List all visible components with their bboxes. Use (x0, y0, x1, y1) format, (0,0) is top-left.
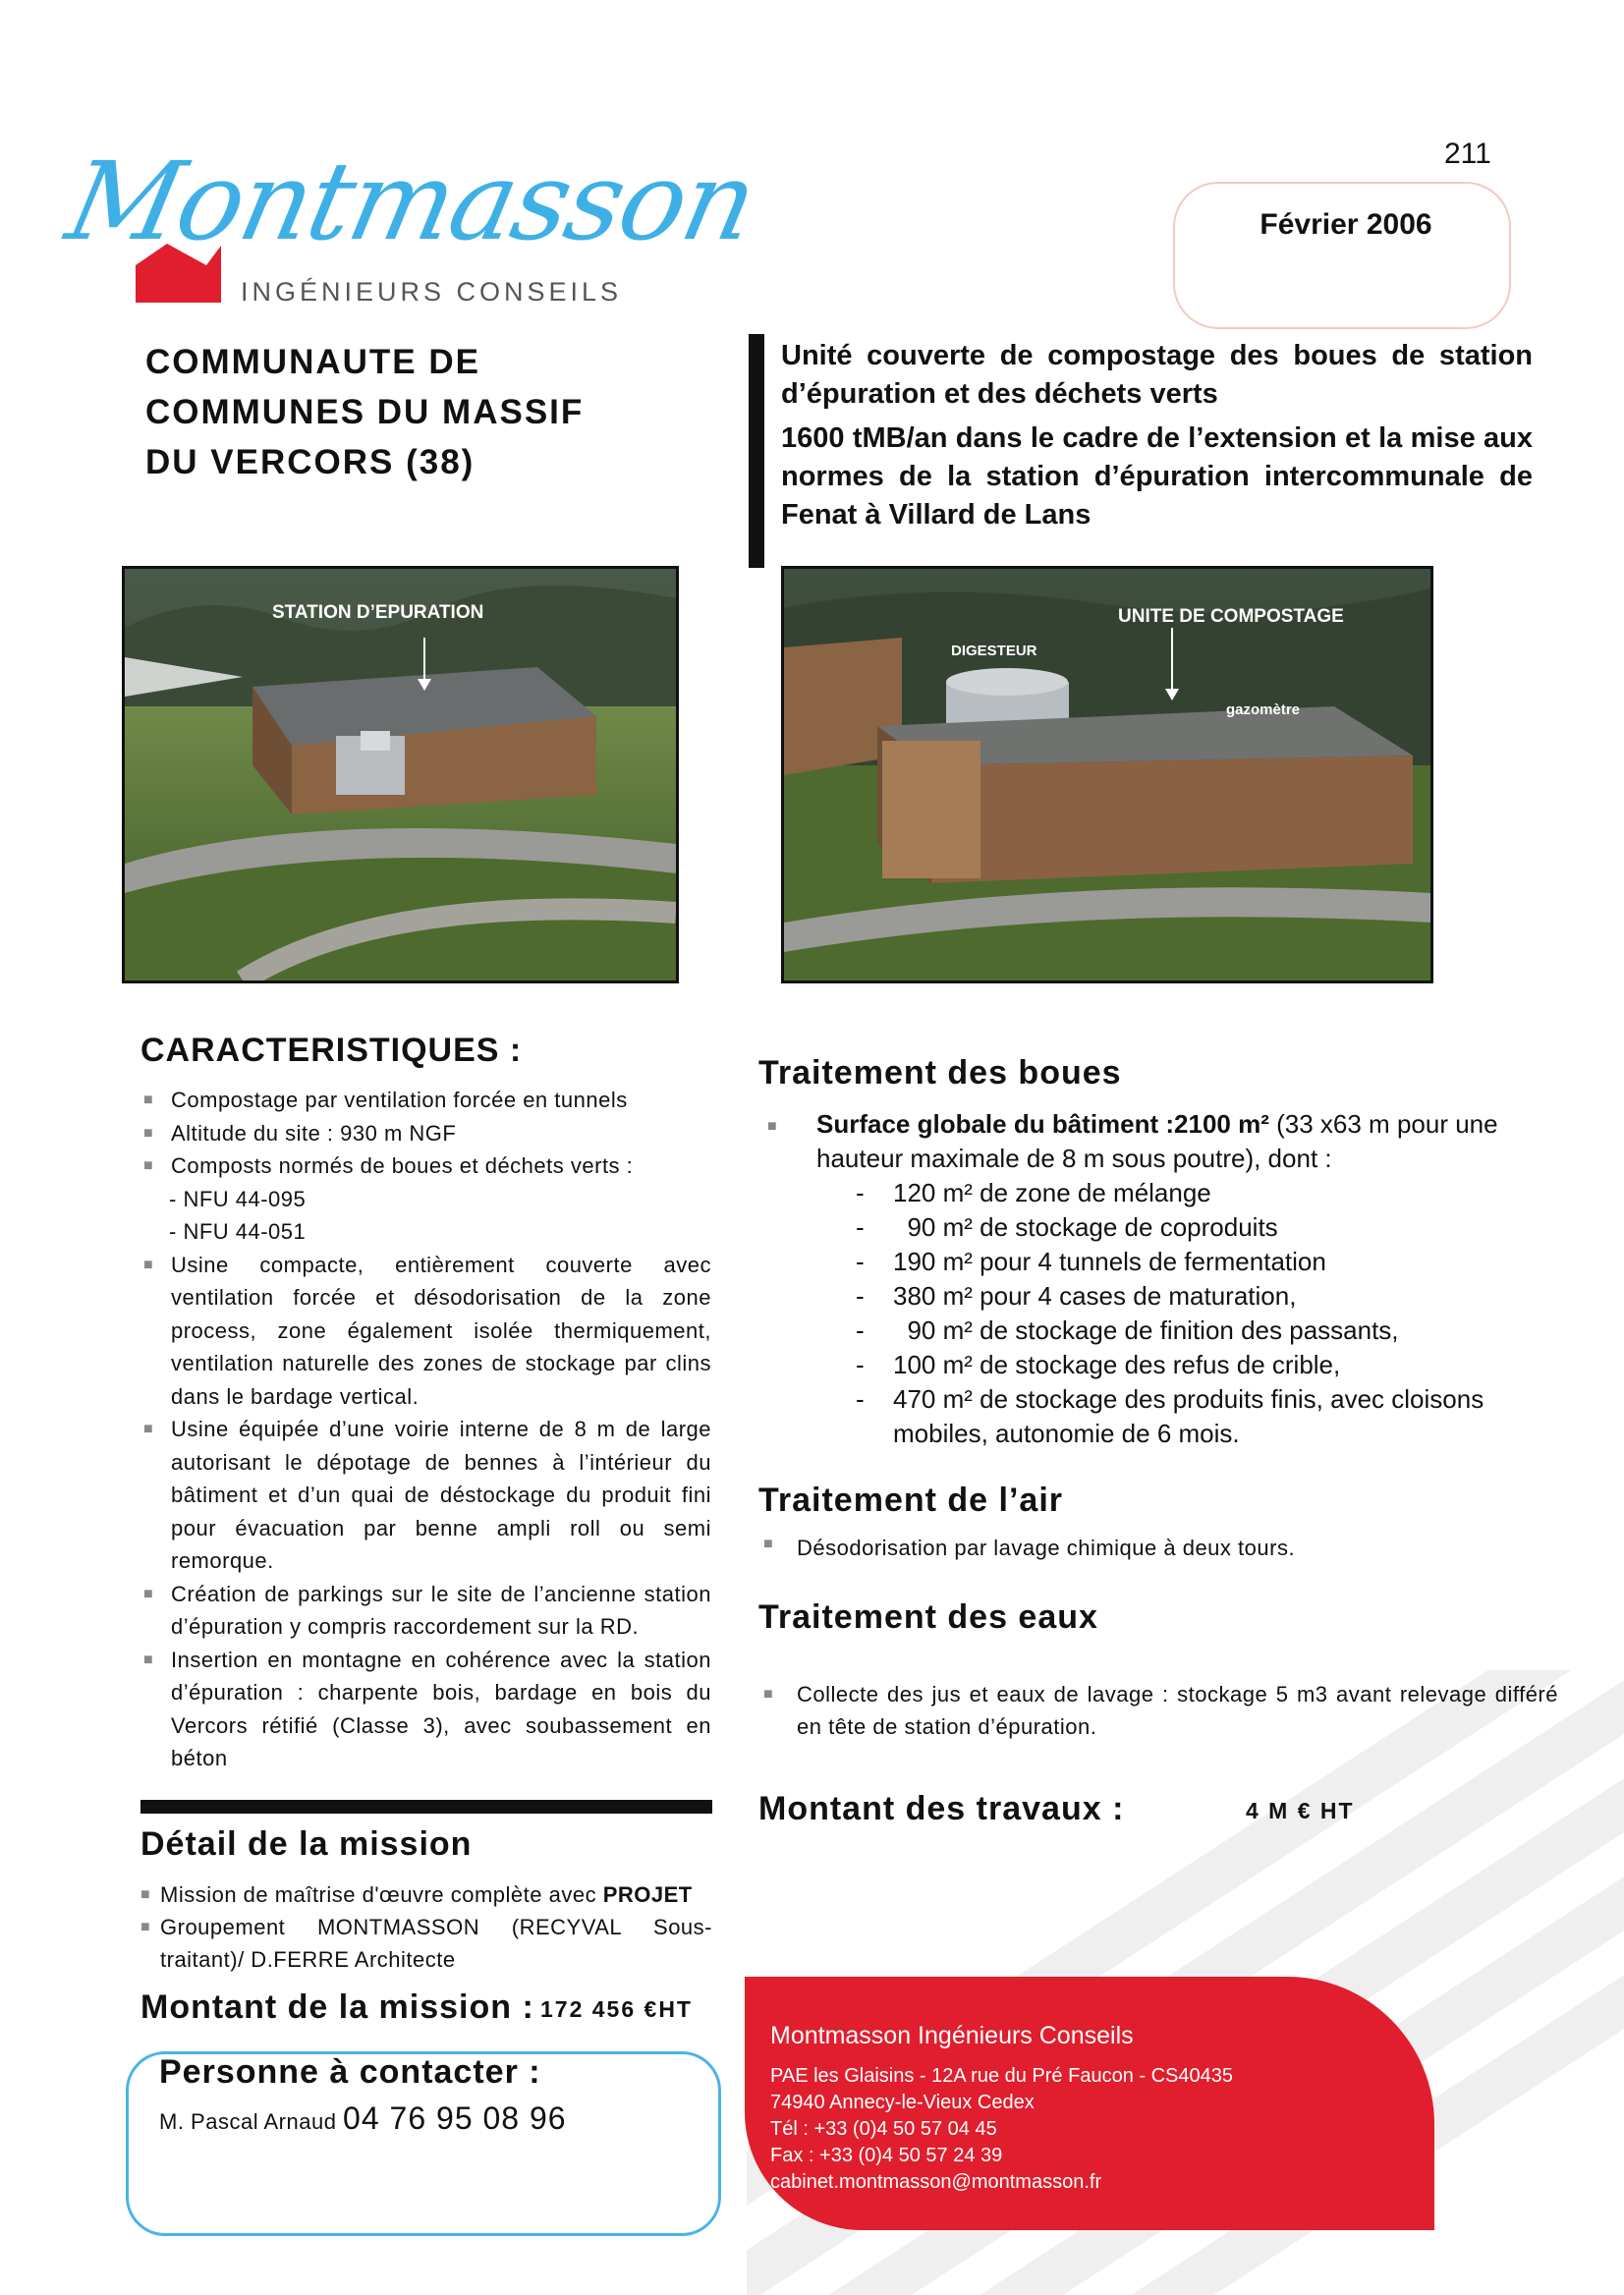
list-item-text: 90 m² de stockage de coproduits (893, 1212, 1278, 1242)
photo-station-epuration (122, 566, 679, 983)
mission-list (140, 1878, 712, 1976)
list-item-text: Composts normés de boues et déchets verts : (171, 1153, 634, 1178)
caracteristiques-list (143, 1084, 711, 1775)
list-item-text: Altitude du site : 930 m NGF (171, 1120, 457, 1146)
dash-icon: - (856, 1178, 865, 1207)
contact-heading: Personne à contacter : (159, 2053, 541, 2091)
list-item-text: Usine équipée d’une voirie interne de 8 m de large autorisant le dépotage de bennes à l’intérieur du bâtiment et d’un quai de déstockage du produit fini pour évacuation par benne ampli roll ou semi remorque. (171, 1417, 711, 1573)
list-item (763, 1348, 1505, 1382)
norm-item: - NFU 44-051 (169, 1219, 307, 1244)
title-accent-bar (749, 334, 764, 568)
footer-title: Montmasson Ingénieurs Conseils (770, 2022, 1134, 2049)
bullet-icon: ■ (763, 1536, 774, 1552)
mission-line-prefix: Mission de maîtrise d'œuvre complète avec (160, 1882, 603, 1907)
mission-line-bold: PROJET (602, 1882, 693, 1907)
caracteristiques-heading: CARACTERISTIQUES : (140, 1032, 523, 1069)
photo-unite-compostage (781, 566, 1433, 983)
bullet-icon: ■ (143, 1585, 154, 1602)
montant-mission-value: 172 456 €HT (540, 1996, 693, 2022)
list-item-text: Compostage par ventilation forcée en tunnels (171, 1088, 628, 1112)
footer-line: 74940 Annecy-le-Vieux Cedex (770, 2092, 1035, 2113)
dash-icon: - (856, 1384, 865, 1414)
footer-lines (770, 2063, 1233, 2196)
bullet-icon: ■ (143, 1157, 154, 1174)
section-divider (140, 1800, 712, 1814)
travaux-label: Montant des travaux : (758, 1790, 1125, 1827)
list-item (143, 1644, 711, 1775)
page-number: 211 (1444, 138, 1491, 170)
air-heading: Traitement de l’air (758, 1482, 1063, 1519)
bullet-icon: ■ (143, 1256, 154, 1273)
list-item (143, 1084, 711, 1117)
list-item (763, 1210, 1505, 1245)
footer-line: Fax : +33 (0)4 50 57 24 39 (770, 2145, 1003, 2166)
air-text: Désodorisation par lavage chimique à deux tours. (797, 1536, 1296, 1560)
dash-icon: - (856, 1350, 865, 1379)
list-item-text: Création de parkings sur le site de l’ancienne station d’épuration y compris raccordement sur la RD. (171, 1581, 711, 1639)
norm-item: - NFU 44-095 (169, 1186, 307, 1211)
date: Février 2006 (1260, 208, 1432, 241)
list-item (143, 1249, 711, 1414)
dash-icon: - (856, 1315, 865, 1345)
list-item-text: 120 m² de zone de mélange (893, 1178, 1211, 1207)
photo-label-station: STATION D’EPURATION (272, 602, 484, 623)
mission-heading: Détail de la mission (140, 1825, 473, 1863)
bullet-icon: ■ (767, 1118, 777, 1135)
list-item (143, 1413, 711, 1578)
montant-mission-label: Montant de la mission : (140, 1988, 534, 2026)
list-item (143, 1117, 711, 1150)
project-title (781, 337, 1533, 540)
bullet-icon: ■ (143, 1092, 154, 1108)
dash-icon: - (856, 1247, 865, 1276)
contact-phone: 04 76 95 08 96 (343, 2100, 567, 2136)
bullet-icon: ■ (143, 1651, 154, 1668)
project-title-line: Unité couverte de compostage des boues de station d’épuration et des déchets verts (781, 340, 1533, 410)
list-item-text: 90 m² de stockage de finition des passants, (893, 1315, 1399, 1345)
footer-line: Tél : +33 (0)4 50 57 04 45 (770, 2118, 997, 2140)
air-item (763, 1536, 1543, 1561)
boues-lead-rest: (33 x63 m pour une hauteur maximale de 8 m sous poutre), dont : (816, 1109, 1498, 1173)
boues-heading: Traitement des boues (758, 1054, 1122, 1092)
list-item-text: 470 m² de stockage des produits finis, avec cloisons mobiles, autonomie de 6 mois. (893, 1384, 1484, 1448)
footer-email-link[interactable]: cabinet.montmasson@montmasson.fr (770, 2171, 1102, 2193)
travaux-value: 4 M € HT (1246, 1798, 1355, 1823)
list-item-text: 190 m² pour 4 tunnels de fermentation (893, 1247, 1326, 1276)
boues-lead (763, 1107, 1505, 1176)
photo-label-gazometre: gazomètre (1226, 701, 1301, 718)
mission-line: Groupement MONTMASSON (RECYVAL Sous-traitant)/ D.FERRE Architecte (160, 1915, 712, 1972)
eaux-text: Collecte des jus et eaux de lavage : stockage 5 m3 avant relevage différé en tête de station d’épuration. (797, 1682, 1558, 1739)
boues-list (763, 1107, 1505, 1451)
list-item-text: 100 m² de stockage des refus de crible, (893, 1350, 1341, 1379)
project-title-line: 1600 tMB/an dans le cadre de l’extension et la mise aux normes de la station d’épuration intercommunale de Fenat à Villard de Lans (781, 422, 1533, 531)
commune-line: DU VERCORS (38) (145, 443, 476, 481)
photo-label-unite: UNITE DE COMPOSTAGE (1118, 606, 1344, 627)
eaux-item (763, 1678, 1558, 1743)
list-item (763, 1382, 1505, 1451)
list-item-text: 380 m² pour 4 cases de maturation, (893, 1281, 1297, 1311)
bullet-icon: ■ (143, 1124, 154, 1142)
eaux-heading: Traitement des eaux (758, 1598, 1098, 1636)
bullet-icon: ■ (140, 1919, 151, 1935)
list-item (143, 1149, 711, 1183)
footer-line: PAE les Glaisins - 12A rue du Pré Faucon - CS40435 (770, 2065, 1233, 2087)
bullet-icon: ■ (143, 1421, 154, 1437)
list-item (140, 1878, 712, 1911)
logo-wordmark: Montmasson (57, 139, 766, 264)
boues-lead-bold: Surface globale du bâtiment :2100 m² (816, 1109, 1269, 1139)
list-item (763, 1176, 1505, 1210)
dash-icon: - (856, 1281, 865, 1311)
dash-icon: - (856, 1212, 865, 1242)
list-item (140, 1911, 712, 1976)
logo-subtitle: INGÉNIEURS CONSEILS (241, 277, 623, 307)
date-box (1173, 182, 1511, 329)
commune-line: COMMUNAUTE DE (145, 343, 480, 381)
list-item (763, 1279, 1505, 1314)
list-item (143, 1578, 711, 1644)
bullet-icon: ■ (140, 1886, 151, 1903)
list-item (763, 1314, 1505, 1348)
contact-name: M. Pascal Arnaud (159, 2109, 344, 2134)
list-item-text: Usine compacte, entièrement couverte avec ventilation forcée et désodorisation de la zone process, zone également isolée thermiquement, ventilation naturelle des zones de stockage par clins dans le bardage vertical. (171, 1252, 711, 1409)
commune-title (145, 337, 584, 487)
contact-line (159, 2100, 567, 2137)
photo-label-digesteur: DIGESTEUR (951, 643, 1037, 659)
list-item-text: Insertion en montagne en cohérence avec la station d’épuration : charpente bois, bardage en bois du Vercors rétifié (Classe 3), avec soubassement en béton (171, 1647, 711, 1770)
bullet-icon: ■ (763, 1686, 774, 1703)
commune-line: COMMUNES DU MASSIF (145, 393, 585, 431)
list-item (763, 1245, 1505, 1279)
